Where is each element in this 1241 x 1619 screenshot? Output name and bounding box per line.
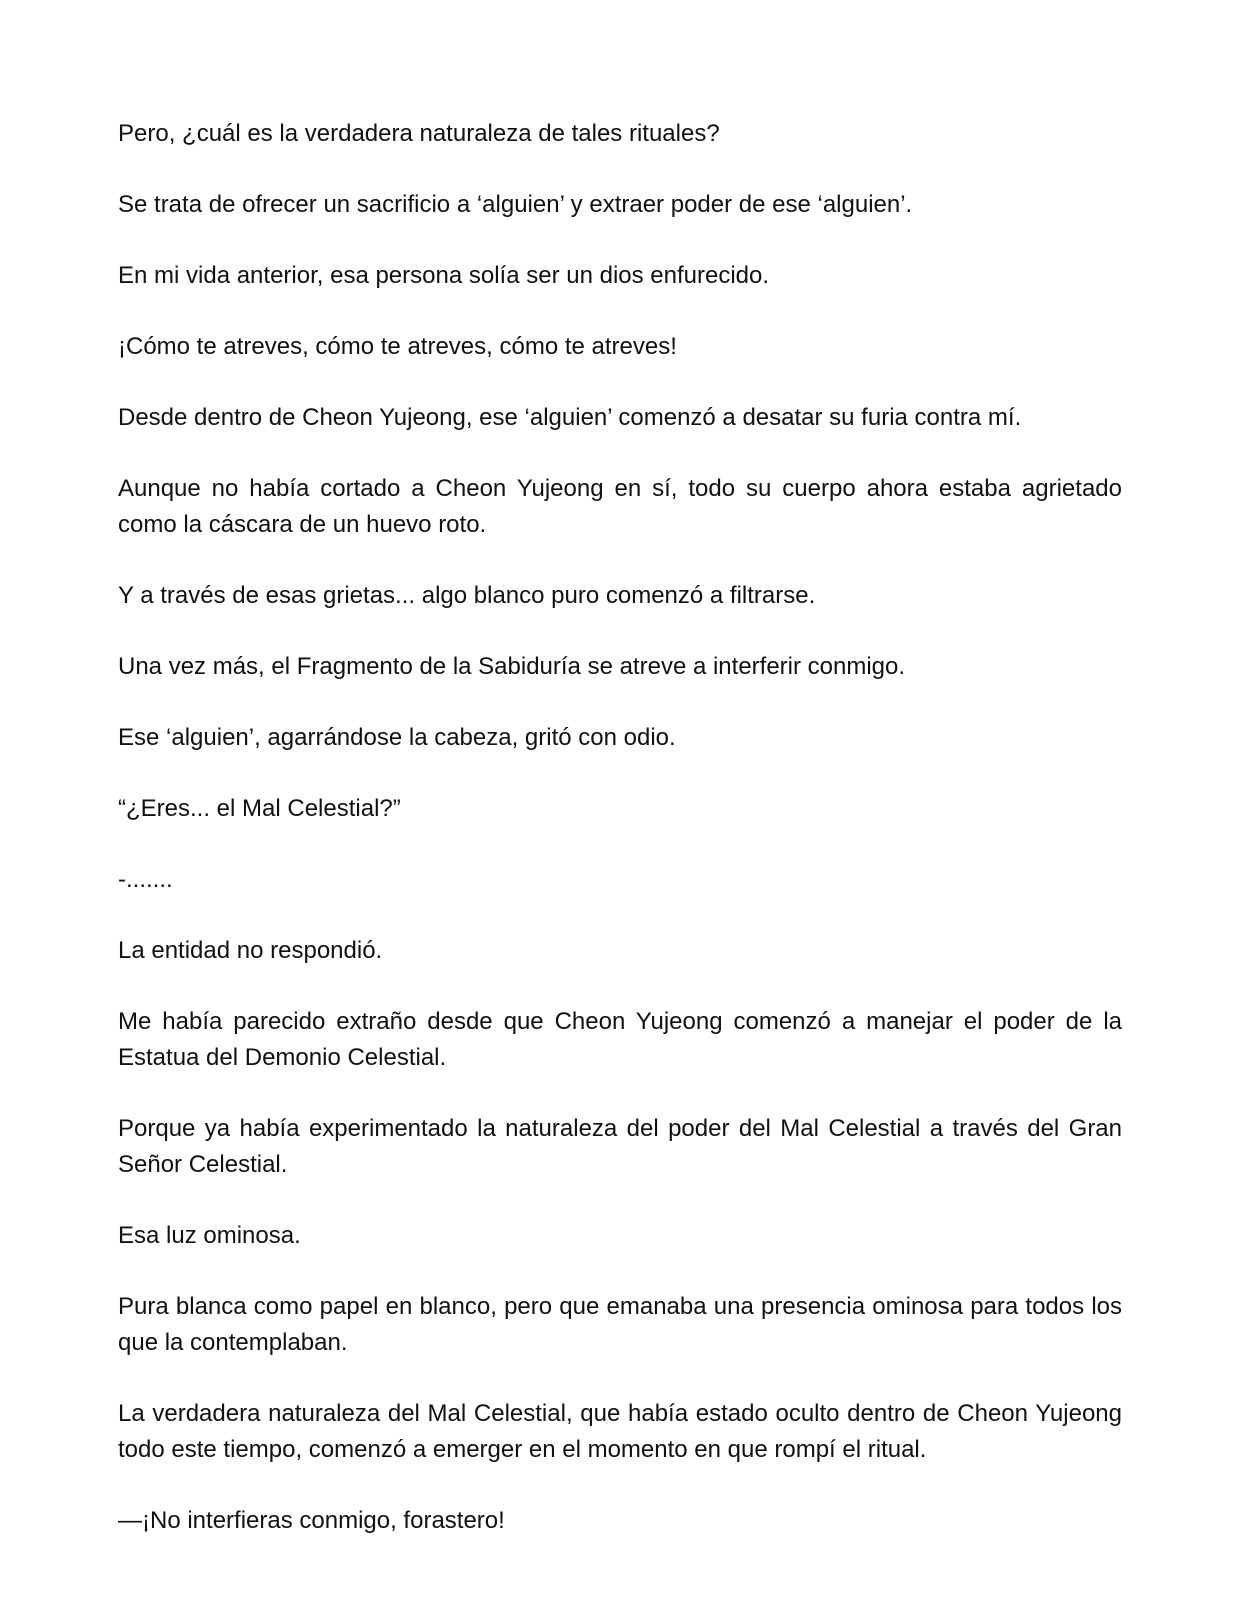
paragraph: Me había parecido extraño desde que Cheon Yujeong comenzó a manejar el poder de la Estatua del Demonio Celestial. [118,1008,1122,1071]
paragraph: Desde dentro de Cheon Yujeong, ese ‘alguien’ comenzó a desatar su furia contra mí. [118,404,1022,431]
paragraph: “¿Eres... el Mal Celestial?” [118,795,401,822]
paragraph: Esa luz ominosa. [118,1222,301,1249]
paragraph: —¡No interfieras conmigo, forastero! [118,1507,505,1534]
paragraph: En mi vida anterior, esa persona solía ser un dios enfurecido. [118,262,770,289]
paragraph: Ese ‘alguien’, agarrándose la cabeza, gritó con odio. [118,724,676,751]
paragraph: -....... [118,866,173,893]
paragraph: La verdadera naturaleza del Mal Celestial, que había estado oculto dentro de Cheon Yujeong todo este tiempo, comenzó a emerger en el momento en que rompí el ritual. [118,1400,1122,1463]
paragraph: La entidad no respondió. [118,937,383,964]
paragraph: Aunque no había cortado a Cheon Yujeong en sí, todo su cuerpo ahora estaba agrietado como la cáscara de un huevo roto. [118,475,1122,538]
paragraph: Pura blanca como papel en blanco, pero que emanaba una presencia ominosa para todos los que la contemplaban. [118,1293,1122,1356]
paragraph: Pero, ¿cuál es la verdadera naturaleza de tales rituales? [118,120,720,147]
paragraph: Se trata de ofrecer un sacrificio a ‘alguien’ y extraer poder de ese ‘alguien’. [118,191,913,218]
paragraph: Una vez más, el Fragmento de la Sabiduría se atreve a interferir conmigo. [118,653,906,680]
paragraph: Y a través de esas grietas... algo blanco puro comenzó a filtrarse. [118,582,816,609]
text-body [118,116,1122,1574]
paragraph: Porque ya había experimentado la naturaleza del poder del Mal Celestial a través del Gran Señor Celestial. [118,1115,1122,1178]
paragraph: ¡Cómo te atreves, cómo te atreves, cómo te atreves! [118,333,677,360]
